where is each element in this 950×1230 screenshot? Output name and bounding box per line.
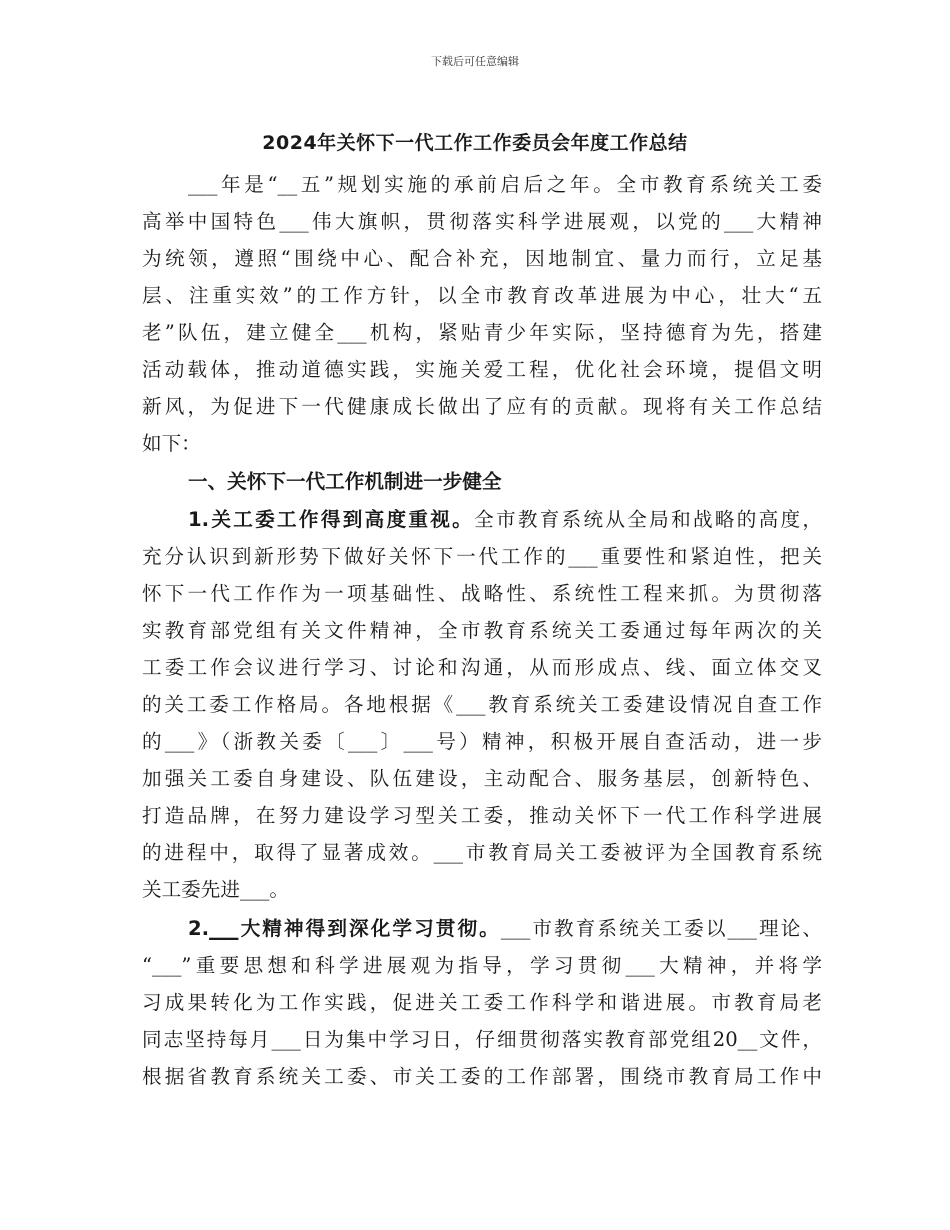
item1-line: 加强关工委自身建设、队伍建设，主动配合、服务基层，创新特色、: [142, 767, 822, 790]
intro-line: 老”队伍，建立健全___机构，紧贴青少年实际，坚持德育为先，搭建: [142, 321, 822, 344]
item1-first-rest: 全市教育系统从全局和战略的高度，: [474, 508, 823, 531]
intro-line: 为统领，遵照“围绕中心、配合补充，因地制宜、量力而行，立足基: [142, 247, 822, 270]
item1-line: 的进程中，取得了显著成效。___市教育局关工委被评为全国教育系统: [142, 841, 822, 864]
item2-lead-blank: ___: [209, 917, 239, 940]
item1-first-line: [188, 506, 822, 534]
intro-line: ___年是“__五”规划实施的承前启后之年。全市教育系统关工委: [188, 173, 822, 196]
intro-line: 高举中国特色___伟大旗帜，贯彻落实科学进展观，以党的___大精神: [142, 210, 822, 233]
item2-lead-rest: 大精神得到深化学习贯彻。: [238, 917, 501, 940]
item1-line: 的关工委工作格局。各地根据《___教育系统关工委建设情况自查工作: [142, 693, 822, 716]
item2-first-rest: ___市教育系统关工委以___理论、: [500, 917, 822, 940]
item2-line: “___”重要思想和科学进展观为指导，学习贯彻___大精神，并将学: [142, 954, 822, 977]
item1-line: 的___》（浙教关委〔___〕___号）精神，积极开展自查活动，进一步: [142, 730, 822, 753]
item1-lead: 1.关工委工作得到高度重视。: [188, 508, 475, 531]
intro-line: 如下：: [142, 432, 201, 455]
intro-line: 活动载体，推动道德实践，实施关爱工程，优化社会环境，提倡文明: [142, 358, 822, 381]
item1-line: 实教育部党组有关文件精神，全市教育系统关工委通过每年两次的关: [142, 619, 822, 642]
item1-line: 关工委先进___。: [142, 878, 289, 901]
item1-line: 工委工作会议进行学习、讨论和沟通，从而形成点、线、面立体交叉: [142, 656, 822, 679]
intro-line: 层、注重实效”的工作方针，以全市教育改革进展为中心，壮大“五: [142, 284, 822, 307]
section-heading: 一、关怀下一代工作机制进一步健全: [188, 470, 502, 493]
document-title: 2024年关怀下一代工作工作委员会年度工作总结: [262, 132, 688, 154]
item2-line: 习成果转化为工作实践，促进关工委工作科学和谐进展。市教育局老: [142, 991, 822, 1014]
item1-line: 打造品牌，在努力建设学习型关工委，推动关怀下一代工作科学进展: [142, 804, 822, 827]
item2-line: 根据省教育系统关工委、市关工委的工作部署，围绕市教育局工作中: [142, 1065, 822, 1088]
item2-first-line: [188, 915, 822, 943]
item1-line: 充分认识到新形势下做好关怀下一代工作的___重要性和紧迫性，把关: [142, 545, 822, 568]
item1-line: 怀下一代工作作为一项基础性、战略性、系统性工程来抓。为贯彻落: [142, 582, 822, 605]
header-note: 下载后可任意编辑: [431, 55, 519, 68]
item2-line: 同志坚持每月___日为集中学习日，仔细贯彻落实教育部党组20__文件，: [142, 1028, 822, 1051]
item2-lead-number: 2.: [188, 917, 210, 940]
intro-line: 新风，为促进下一代健康成长做出了应有的贡献。现将有关工作总结: [142, 395, 822, 418]
